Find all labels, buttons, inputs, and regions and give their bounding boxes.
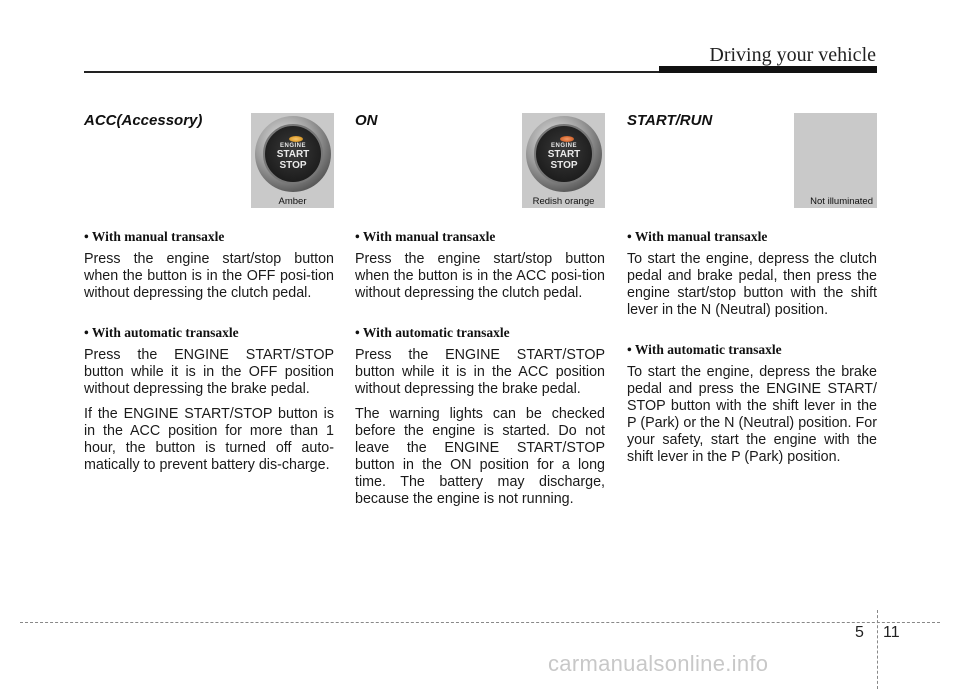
figure-caption: Amber xyxy=(278,196,307,207)
header-title: Driving your vehicle xyxy=(709,44,876,66)
figure-panel xyxy=(522,113,605,208)
warning-lights-text: The warning lights can be checked before the engine is started. Do not leave the ENGINE START/STOP button in the ON position for a long time. The battery may discharge, because the engine is not running. xyxy=(355,406,605,507)
chapter-number: 5 xyxy=(855,624,864,641)
footer-page-divider xyxy=(877,610,878,689)
manual-transaxle-text: Press the engine start/stop button when the button is in the OFF posi-tion without depressing the clutch pedal. xyxy=(84,251,334,301)
page-number: 11 xyxy=(883,624,900,641)
battery-note-text: If the ENGINE START/STOP button is in the ACC position for more than 1 hour, the button is turned off auto-matically to prevent battery dis-charge. xyxy=(84,406,334,473)
button-face xyxy=(534,124,594,184)
button-label: ENGINE START STOP xyxy=(276,143,310,171)
automatic-transaxle-heading: • With automatic transaxle xyxy=(84,325,239,340)
mode-title-on: ON xyxy=(355,112,378,129)
automatic-transaxle-heading: • With automatic transaxle xyxy=(627,342,782,357)
figure-on xyxy=(522,113,605,218)
automatic-transaxle-text: To start the engine, depress the brake pedal and press the ENGINE START/ STOP button with the shift lever in the P (Park) or the N (Neutral) position. For your safety, start the engine with the shift lever in the P (Park) position. xyxy=(627,364,877,465)
mode-title-start-run: START/RUN xyxy=(627,112,713,129)
figure-caption: Redish orange xyxy=(532,196,595,207)
footer-divider xyxy=(20,622,940,623)
column-content xyxy=(355,228,605,508)
manual-transaxle-heading: • With manual transaxle xyxy=(355,229,496,244)
amber-indicator-light xyxy=(289,136,303,142)
engine-start-stop-button-image xyxy=(255,116,331,192)
figure-start-run xyxy=(794,113,877,218)
column-content xyxy=(84,228,334,474)
automatic-transaxle-text: Press the ENGINE START/STOP button while it is in the OFF position without depressing the brake pedal. xyxy=(84,347,334,397)
column-start-run xyxy=(627,108,877,474)
figure-acc xyxy=(251,113,334,218)
button-label: ENGINE START STOP xyxy=(547,143,581,171)
manual-transaxle-text: Press the engine start/stop button when the button is in the ACC posi-tion without depressing the clutch pedal. xyxy=(355,251,605,301)
manual-transaxle-text: To start the engine, depress the clutch pedal and brake pedal, then press the engine start/stop button with the shift lever in the N (Neutral) position. xyxy=(627,251,877,318)
engine-start-stop-button-image xyxy=(526,116,602,192)
header-rule-accent xyxy=(659,66,877,73)
mode-title-acc: ACC(Accessory) xyxy=(84,112,203,129)
orange-indicator-light xyxy=(560,136,574,142)
figure-panel xyxy=(794,113,877,208)
header-rule xyxy=(84,71,660,73)
column-on xyxy=(355,108,605,516)
watermark: carmanualsonline.info xyxy=(548,651,769,676)
automatic-transaxle-text: Press the ENGINE START/STOP button while it is in the ACC position without depressing the brake pedal. xyxy=(355,347,605,397)
figure-panel xyxy=(251,113,334,208)
manual-transaxle-heading: • With manual transaxle xyxy=(84,229,225,244)
figure-caption: Not illuminated xyxy=(810,196,873,207)
button-face xyxy=(263,124,323,184)
automatic-transaxle-heading: • With automatic transaxle xyxy=(355,325,510,340)
column-acc xyxy=(84,108,334,482)
manual-transaxle-heading: • With manual transaxle xyxy=(627,229,768,244)
column-content xyxy=(627,228,877,466)
